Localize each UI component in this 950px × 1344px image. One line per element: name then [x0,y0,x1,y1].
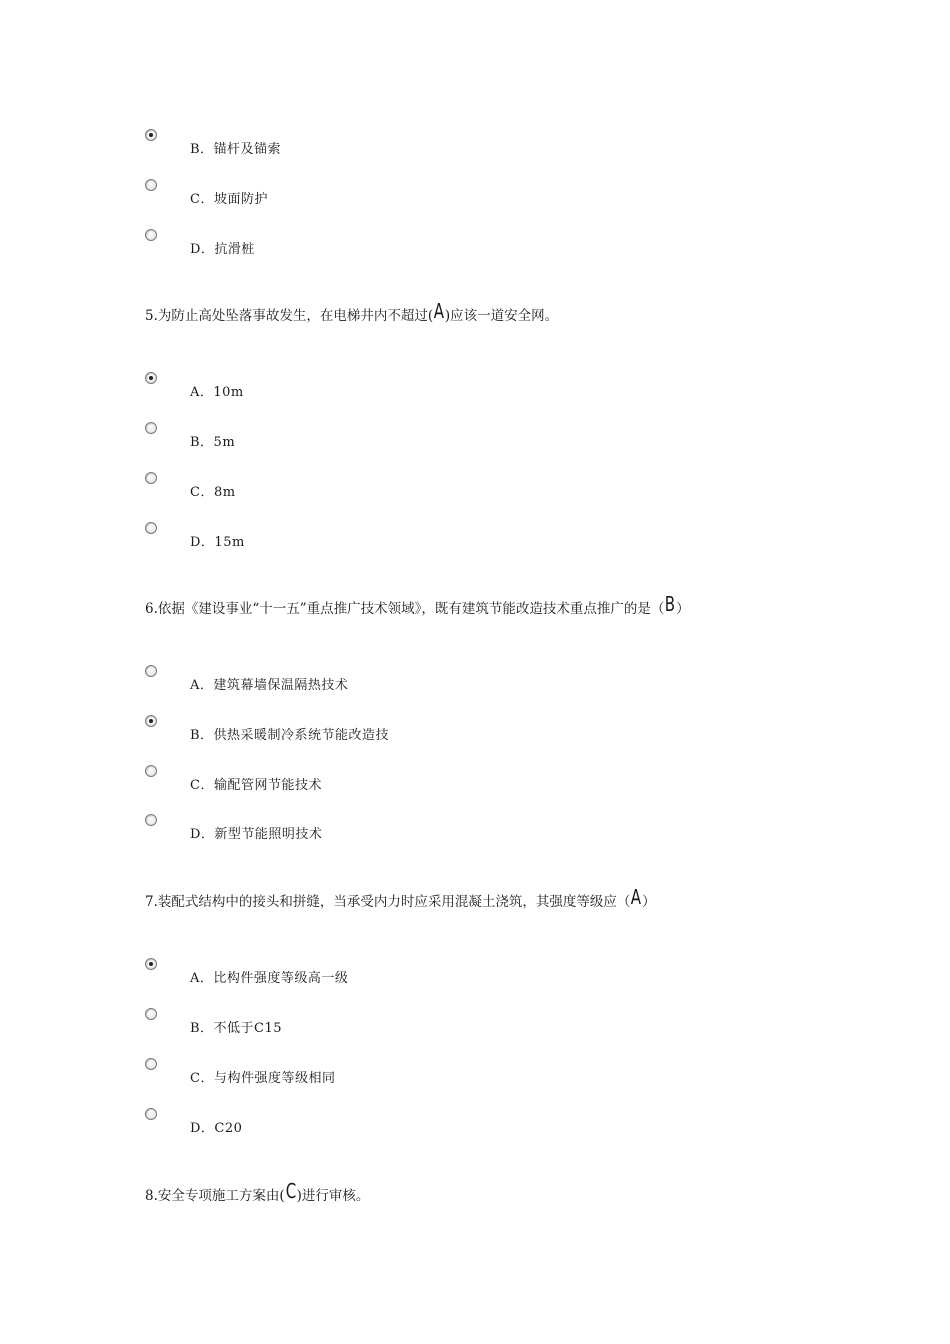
question-5 [145,299,559,325]
answer-mark: A [631,885,642,909]
answer-mark: B [665,592,676,616]
option-label: D．15m [190,535,245,550]
option-label: A．10m [190,385,244,400]
option-radio[interactable] [145,765,157,777]
option-label: A．比构件强度等级高一级 [190,971,349,986]
question-7 [145,885,656,911]
option-radio[interactable] [145,472,157,484]
question-text-end: )应该一道安全网。 [444,308,559,324]
option-label: D．新型节能照明技术 [190,827,323,842]
option-label: C．与构件强度等级相同 [190,1071,336,1086]
option-radio[interactable] [145,1108,157,1120]
question-text-end: )进行审核。 [296,1188,370,1204]
option-label: B．锚杆及锚索 [190,142,282,157]
option-radio[interactable] [145,1058,157,1070]
answer-mark: A [433,299,445,323]
option-radio[interactable] [145,229,157,241]
option-radio[interactable] [145,179,157,191]
option-label: B．供热采暖制冷系统节能改造技 [190,728,390,743]
option-label: C．坡面防护 [190,192,268,207]
option-radio[interactable] [145,129,157,141]
question-text: 5.为防止高处坠落事故发生，在电梯井内不超过( [145,308,434,324]
option-label: C．8m [190,485,236,500]
option-radio[interactable] [145,1008,157,1020]
answer-mark: C [285,1179,296,1203]
option-label: C．输配管网节能技术 [190,778,322,793]
option-radio[interactable] [145,958,157,970]
option-radio[interactable] [145,665,157,677]
option-label: B．不低于C15 [190,1021,283,1036]
question-text: 6.依据《建设事业“十一五”重点推广技术领域》，既有建筑节能改造技术重点推广的是（ [145,601,665,617]
question-text: 7.装配式结构中的接头和拼缝，当承受内力时应采用混凝土浇筑，其强度等级应（ [145,894,631,910]
question-text-end: ） [642,894,656,910]
question-text: 8.安全专项施工方案由( [145,1188,285,1204]
option-radio[interactable] [145,422,157,434]
question-6 [145,592,690,618]
option-radio[interactable] [145,715,157,727]
option-radio[interactable] [145,372,157,384]
question-8 [145,1179,370,1205]
option-label: D．抗滑桩 [190,242,255,257]
option-radio[interactable] [145,814,157,826]
question-text-end: ） [676,601,690,617]
option-radio[interactable] [145,522,157,534]
option-label: D．C20 [190,1121,243,1136]
option-label: B．5m [190,435,236,450]
option-label: A．建筑幕墙保温隔热技术 [190,678,349,693]
